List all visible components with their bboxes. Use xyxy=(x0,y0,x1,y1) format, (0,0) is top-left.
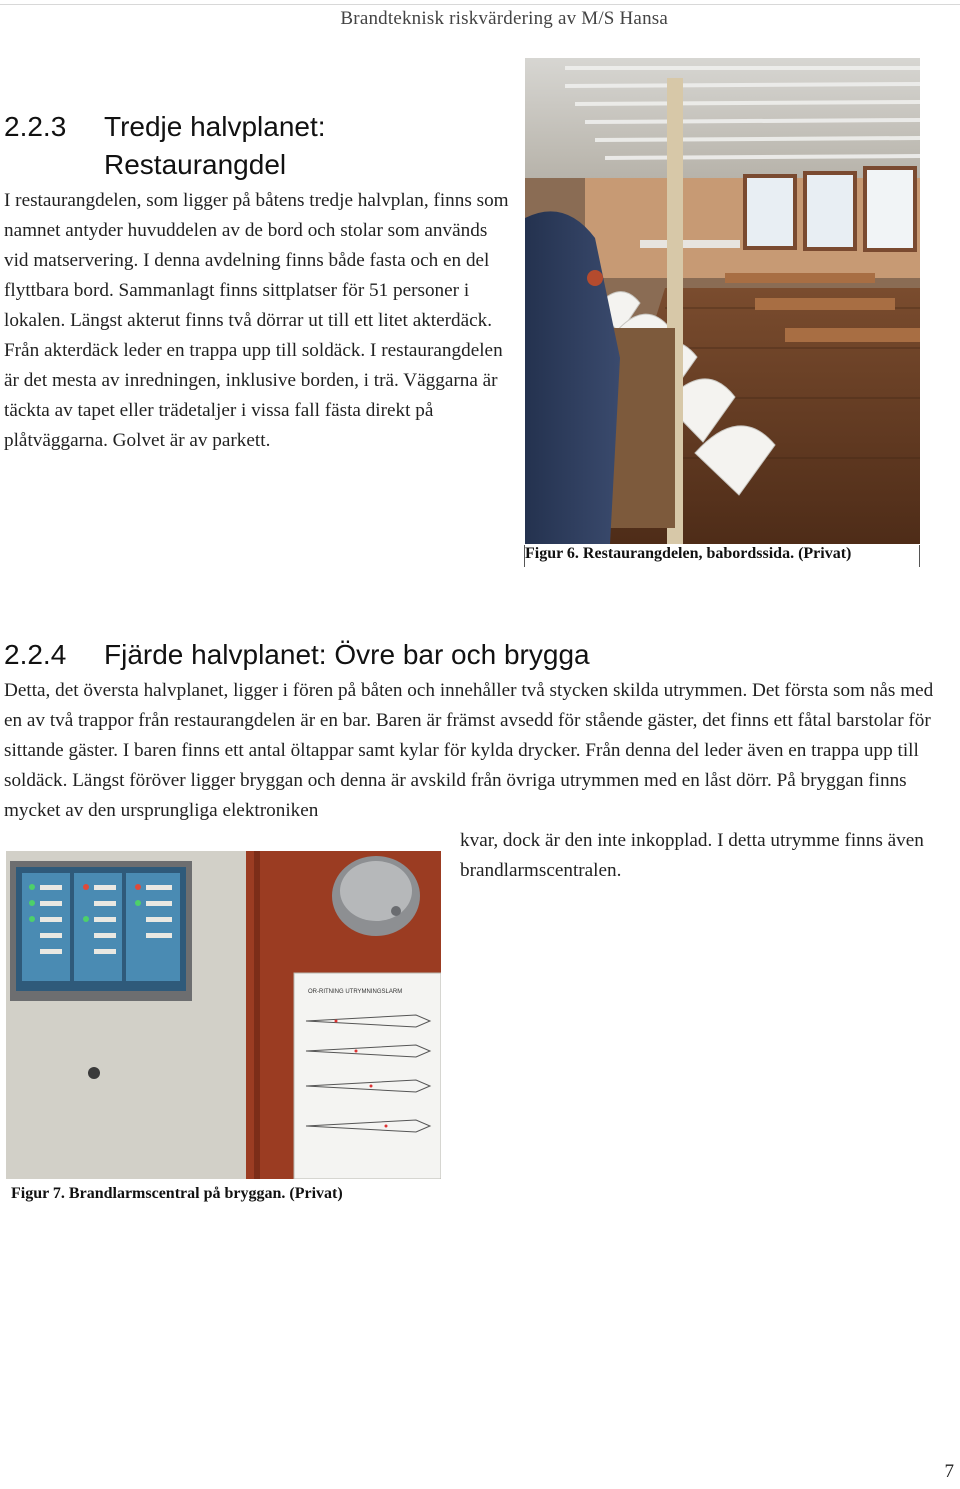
figure-6-caption: Figur 6. Restaurangdelen, babordssida. (Privat) xyxy=(525,545,852,562)
restaurant-photo xyxy=(525,58,920,544)
header-rule xyxy=(0,4,960,5)
section-heading-2-2-4 xyxy=(4,636,590,674)
running-header: Brandteknisk riskvärdering av M/S Hansa xyxy=(340,8,668,29)
plan-title: OR-RITNING UTRYMNINGSLARM xyxy=(308,989,403,995)
fire-alarm-panel-illustration xyxy=(6,851,441,1179)
section-title-line1: Tredje halvplanet: xyxy=(104,111,326,142)
restaurant-photo-illustration xyxy=(525,58,920,544)
caption-frame-right xyxy=(919,545,920,567)
figure-7-caption: Figur 7. Brandlarmscentral på bryggan. (Privat) xyxy=(11,1185,343,1202)
section-heading-2-2-3 xyxy=(4,108,326,184)
section-body-2-2-4-continued: kvar, dock är den inte inkopplad. I detta utrymme finns även brandlarmscentralen. xyxy=(460,830,924,881)
section-number: 2.2.3 xyxy=(4,111,67,142)
section-title-line2: Restaurangdel xyxy=(104,149,287,180)
section-number: 2.2.4 xyxy=(4,639,67,670)
section-body-2-2-3: I restaurangdelen, som ligger på båtens tredje halvplan, finns som namnet antyder huvuddelen av de bord och stolar som används vid matservering. I denna avdelning finns både fasta och en del flyttbara bord. Sammanlagt finns sittplatser för 51 personer i lokalen. Längst akterut finns två dörrar ut till ett litet akterdäck. Från akterdäck leder en trappa upp till soldäck. I restaurangdelen är det mesta av inredningen, inklusive borden, i trä. Väggarna är täckta av tapet eller trädetaljer i vissa fall fästa direkt på plåtväggarna. Golvet är av parkett. xyxy=(4,190,509,451)
section-body-2-2-4: Detta, det översta halvplanet, ligger i fören på båten och innehåller två stycken skilda utrymmen. Det första som nås med en av två trappor från restaurangdelen är en bar. Baren är främst avsedd för stående gäster, det finns ett fåtal barstolar för sittande gäster. I baren finns ett antal öltappar samt kylar för kylda drycker. Från denna del leder även en trappa upp till soldäck. Längst föröver ligger bryggan och denna är avskild från övriga utrymmen med en låst dörr. På bryggan finns mycket av den ursprungliga elektroniken xyxy=(4,680,934,821)
fire-alarm-panel-photo xyxy=(6,851,441,1179)
page-number: 7 xyxy=(944,1461,954,1482)
section-title: Fjärde halvplanet: Övre bar och brygga xyxy=(104,639,590,670)
